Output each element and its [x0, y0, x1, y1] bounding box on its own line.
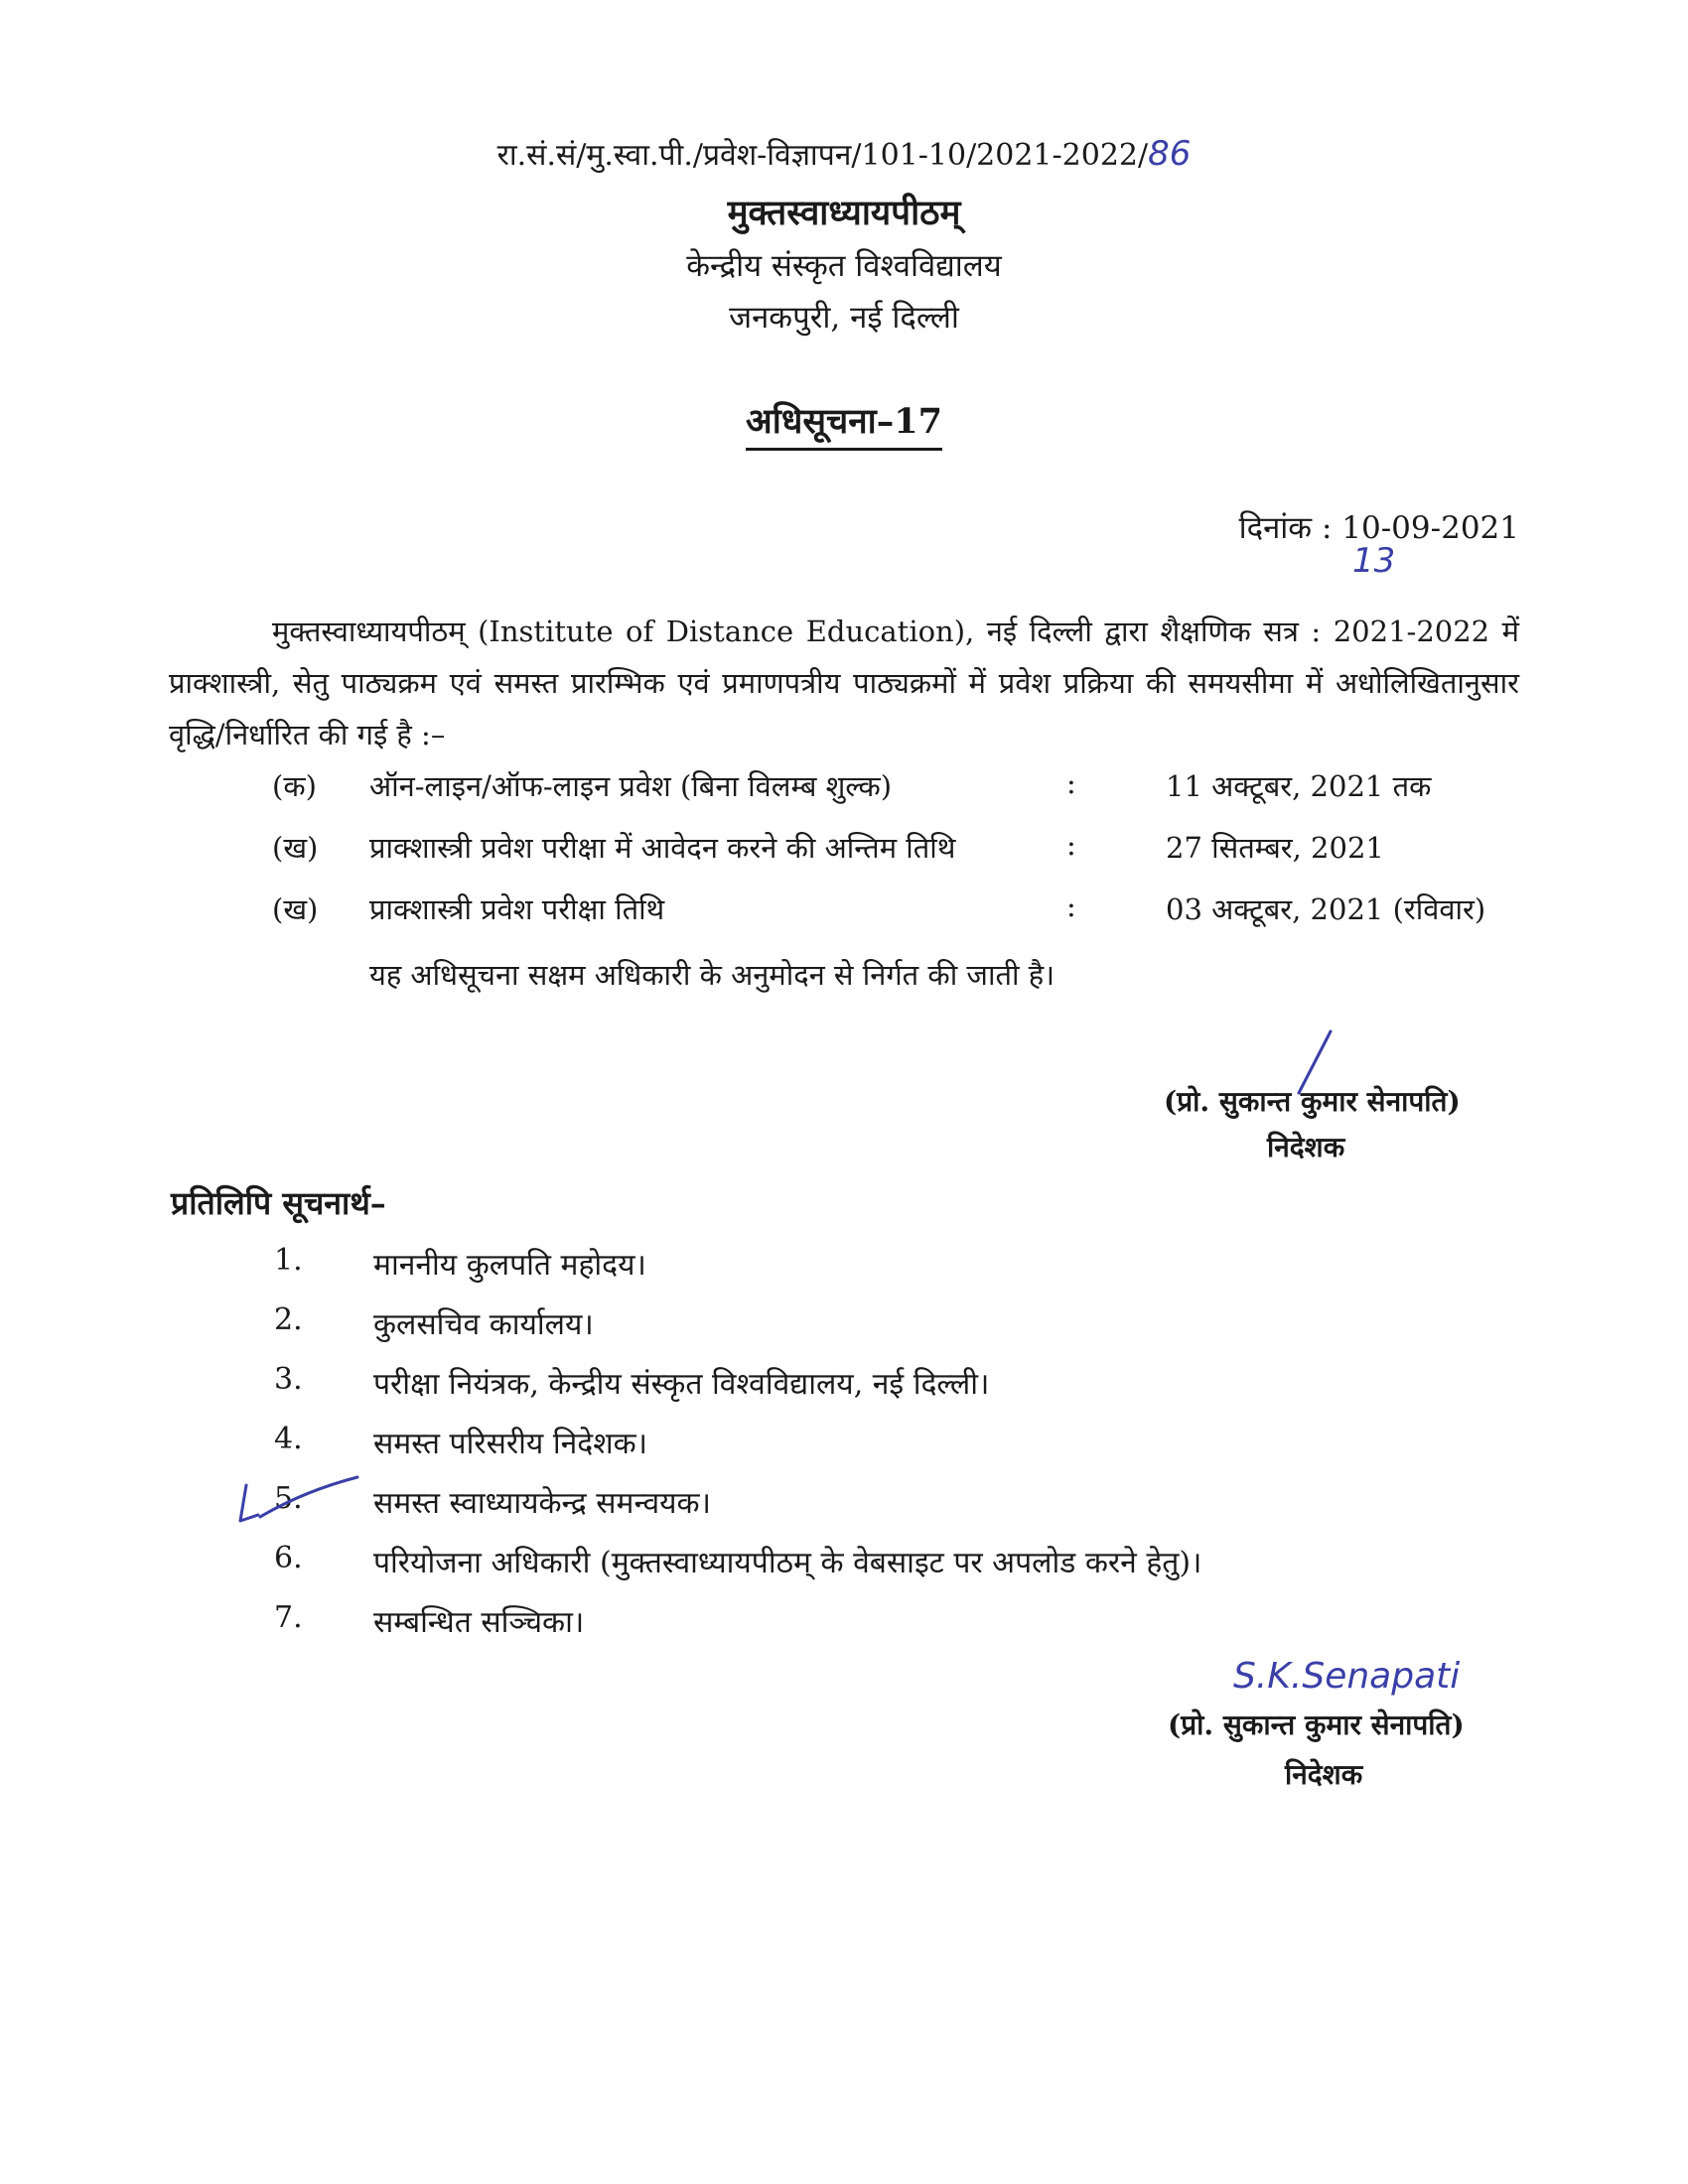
copy-to-item-number: 2.	[274, 1302, 303, 1337]
schedule-text: प्राक्शास्त्री प्रवेश परीक्षा तिथि	[369, 892, 665, 926]
signatory-name: (प्रो. सुकान्त कुमार सेनापति)	[1164, 1085, 1461, 1118]
signatory-designation: निदेशक	[1285, 1758, 1363, 1791]
copy-to-item-number: 1.	[274, 1243, 303, 1278]
body-paragraph: मुक्तस्वाध्यायपीठम् (Institute of Distance Education), नई दिल्ली द्वारा शैक्षणिक सत्र : 2021-2022 में प्राक्शास्त्री, सेतु पाठ्यक्रम एवं समस्त प्रारम्भिक एवं प्रमाणपत्रीय पाठ्यक्रमों में प्रवेश प्रक्रिया की समयसीमा में अधोलिखितानुसार वृद्धि/निर्धारित की गई है :–	[169, 614, 1519, 751]
schedule-colon: :	[1066, 889, 1076, 923]
approval-statement: यह अधिसूचना सक्षम अधिकारी के अनुमोदन से निर्गत की जाती है।	[369, 958, 1055, 992]
copy-to-item-text: कुलसचिव कार्यालय।	[373, 1307, 594, 1342]
schedule-mark: (ख)	[272, 892, 319, 926]
copy-to-item-text: माननीय कुलपति महोदय।	[373, 1248, 646, 1283]
copy-to-item-text: परीक्षा नियंत्रक, केन्द्रीय संस्कृत विश्वविद्यालय, नई दिल्ली।	[373, 1367, 990, 1402]
schedule-text: ऑन-लाइन/ऑफ-लाइन प्रवेश (बिना विलम्ब शुल्क)	[369, 769, 893, 803]
copy-to-item-number: 6.	[274, 1541, 303, 1575]
copy-to-item-text: समस्त स्वाध्यायकेन्द्र समन्वयक।	[373, 1486, 711, 1521]
copy-to-item-number: 4.	[274, 1422, 303, 1456]
signatory-name: (प्रो. सुकान्त कुमार सेनापति)	[1168, 1708, 1465, 1741]
copy-to-item-text: समस्त परिसरीय निदेशक।	[373, 1427, 648, 1461]
institute-name: मुक्तस्वाध्यायपीठम्	[727, 193, 961, 233]
schedule-row	[272, 766, 1543, 816]
copy-to-item-number: 3.	[274, 1362, 303, 1397]
schedule-text: प्राक्शास्त्री प्रवेश परीक्षा में आवेदन करने की अन्तिम तिथि	[369, 831, 956, 865]
schedule-row	[272, 889, 1543, 939]
university-name: केन्द्रीय संस्कृत विश्वविद्यालय	[686, 248, 1002, 284]
notification-title	[0, 397, 1688, 444]
schedule-mark: (क)	[272, 769, 317, 803]
notification-title-text: अधिसूचना–17	[746, 401, 942, 451]
schedule-mark: (ख)	[272, 831, 319, 865]
schedule-colon: :	[1066, 766, 1076, 800]
reference-number-handwritten: 86	[1148, 134, 1192, 174]
copy-to-item-number: 5.	[274, 1481, 303, 1516]
copy-to-item-text: परियोजना अधिकारी (मुक्तस्वाध्यायपीठम् के वेबसाइट पर अपलोड करने हेतु)।	[373, 1546, 1202, 1580]
date-handwritten-note: 13	[1352, 541, 1396, 581]
schedule-colon: :	[1066, 828, 1076, 862]
handwritten-tick-mark	[234, 1469, 363, 1539]
reference-number-text: रा.सं.सं/मु.स्वा.पी./प्रवेश-विज्ञापन/101-10/2021-2022/	[496, 138, 1149, 173]
handwritten-signature: S.K.Senapati	[1233, 1656, 1461, 1697]
copy-to-item-text: सम्बन्धित सञ्चिका।	[373, 1605, 585, 1640]
signatory-designation: निदेशक	[1267, 1131, 1345, 1163]
schedule-value: 11 अक्टूबर, 2021 तक	[1166, 769, 1432, 803]
university-address: जनकपुरी, नई दिल्ली	[729, 300, 959, 336]
schedule-value: 27 सितम्बर, 2021	[1166, 831, 1384, 865]
copy-to-item-number: 7.	[274, 1600, 303, 1635]
schedule-row	[272, 828, 1543, 878]
notification-date: दिनांक : 10-09-2021	[1238, 510, 1519, 546]
copy-to-heading: प्रतिलिपि सूचनार्थ–	[171, 1184, 386, 1222]
reference-number	[0, 133, 1688, 174]
schedule-value: 03 अक्टूबर, 2021 (रविवार)	[1166, 892, 1486, 926]
